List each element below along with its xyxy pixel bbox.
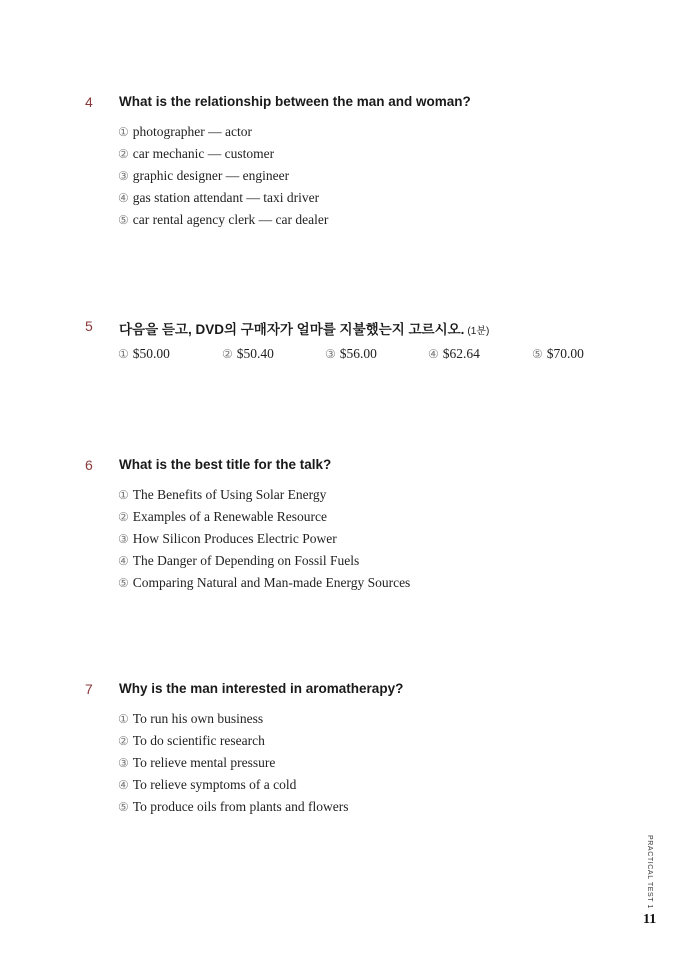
option-mark: ⑤: [118, 800, 129, 814]
answer-option-1[interactable]: [118, 708, 349, 730]
answer-option-2[interactable]: [118, 730, 349, 752]
option-mark: ②: [118, 147, 129, 161]
question-number: 6: [85, 457, 93, 473]
answer-option-4[interactable]: [118, 550, 410, 572]
option-text: $50.40: [236, 346, 274, 361]
question-text: [119, 318, 489, 338]
option-text: To relieve symptoms of a cold: [132, 777, 297, 792]
option-text: car mechanic — customer: [132, 146, 275, 161]
option-mark: ②: [118, 510, 129, 524]
answer-option-3[interactable]: [118, 528, 410, 550]
option-text: To relieve mental pressure: [132, 755, 276, 770]
option-mark: ①: [118, 125, 129, 139]
option-text: $56.00: [339, 346, 377, 361]
answer-option-4[interactable]: [428, 346, 480, 362]
question-text: What is the best title for the talk?: [119, 457, 332, 472]
question-text: Why is the man interested in aromatherapy?: [119, 681, 404, 696]
option-mark: ①: [118, 488, 129, 502]
option-mark: ⑤: [532, 347, 543, 361]
answer-option-3[interactable]: [118, 165, 328, 187]
option-mark: ⑤: [118, 576, 129, 590]
answer-options: [118, 708, 349, 818]
section-label: PRACTICAL TEST 1: [646, 835, 653, 910]
option-mark: ①: [118, 712, 129, 726]
answer-options: [118, 484, 410, 594]
option-text: $50.00: [132, 346, 170, 361]
option-mark: ③: [118, 532, 129, 546]
answer-option-4[interactable]: [118, 774, 349, 796]
answer-option-2[interactable]: [118, 506, 410, 528]
option-text: car rental agency clerk — car dealer: [132, 212, 329, 227]
option-mark: ④: [428, 347, 439, 361]
option-mark: ②: [222, 347, 233, 361]
answer-option-1[interactable]: [118, 346, 170, 362]
option-text: gas station attendant — taxi driver: [132, 190, 320, 205]
answer-option-5[interactable]: [532, 346, 584, 362]
answer-option-2[interactable]: [222, 346, 274, 362]
option-mark: ④: [118, 191, 129, 205]
option-text: graphic designer — engineer: [132, 168, 290, 183]
option-text: $62.64: [442, 346, 480, 361]
option-text: photographer — actor: [132, 124, 252, 139]
option-text: To run his own business: [132, 711, 264, 726]
option-mark: ②: [118, 734, 129, 748]
answer-option-5[interactable]: [118, 796, 349, 818]
answer-option-5[interactable]: [118, 209, 328, 231]
answer-option-3[interactable]: [325, 346, 377, 362]
option-text: Examples of a Renewable Resource: [132, 509, 327, 524]
option-text: $70.00: [546, 346, 584, 361]
option-mark: ③: [325, 347, 336, 361]
option-mark: ③: [118, 169, 129, 183]
option-mark: ①: [118, 347, 129, 361]
option-text: The Danger of Depending on Fossil Fuels: [132, 553, 360, 568]
answer-option-1[interactable]: [118, 121, 328, 143]
question-number: 5: [85, 318, 93, 334]
option-text: Comparing Natural and Man-made Energy Sources: [132, 575, 411, 590]
option-text: The Benefits of Using Solar Energy: [132, 487, 327, 502]
question-text-main: 다음을 듣고, DVD의 구매자가 얼마를 지불했는지 고르시오.: [119, 322, 465, 337]
answer-option-2[interactable]: [118, 143, 328, 165]
question-points: (1분): [467, 326, 490, 337]
option-mark: ③: [118, 756, 129, 770]
option-text: To produce oils from plants and flowers: [132, 799, 349, 814]
option-mark: ④: [118, 778, 129, 792]
page-number: 11: [643, 912, 657, 927]
answer-option-5[interactable]: [118, 572, 410, 594]
answer-option-1[interactable]: [118, 484, 410, 506]
answer-options: [118, 121, 328, 231]
option-text: How Silicon Produces Electric Power: [132, 531, 337, 546]
answer-option-3[interactable]: [118, 752, 349, 774]
question-text: What is the relationship between the man and woman?: [119, 94, 471, 109]
option-mark: ⑤: [118, 213, 129, 227]
question-number: 7: [85, 681, 93, 697]
option-text: To do scientific research: [132, 733, 265, 748]
question-number: 4: [85, 94, 93, 110]
answer-option-4[interactable]: [118, 187, 328, 209]
option-mark: ④: [118, 554, 129, 568]
